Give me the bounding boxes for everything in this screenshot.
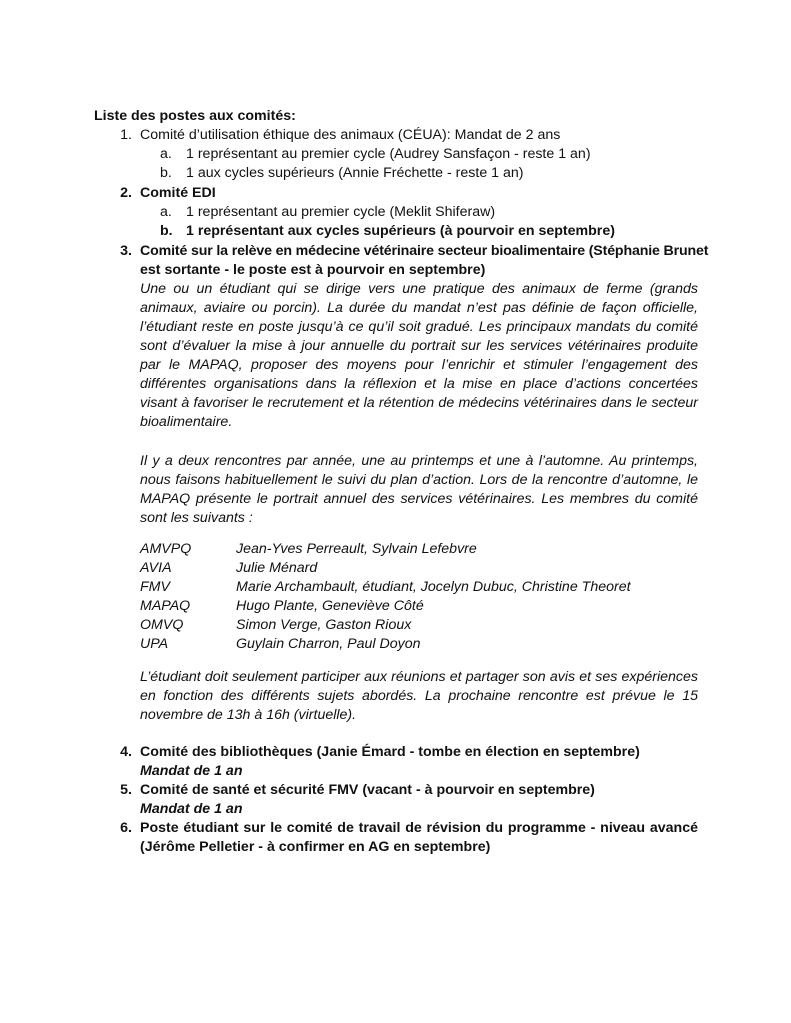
item-note: Mandat de 1 an	[140, 801, 243, 817]
item-label-line1: Comité sur la relève en médecine vétérinaire secteur bioalimentaire (Stéphanie Brunet	[140, 243, 709, 259]
item-number: 6.	[120, 820, 132, 836]
item-number: 4.	[120, 744, 132, 760]
subitem-letter: b.	[160, 165, 172, 181]
member-names: Jean-Yves Perreault, Sylvain Lefebvre	[236, 541, 477, 557]
item-label-line1: Poste étudiant sur le comité de travail de révision du programme - niveau avancé	[140, 820, 698, 836]
item-label: Comité des bibliothèques (Janie Émard - tombe en élection en septembre)	[140, 744, 640, 760]
item-number: 2.	[120, 185, 132, 201]
member-names: Hugo Plante, Geneviève Côté	[236, 598, 424, 614]
member-org: OMVQ	[140, 617, 184, 633]
subitem-text: 1 représentant aux cycles supérieurs (à pourvoir en septembre)	[186, 223, 615, 239]
subitem-letter: a.	[160, 146, 172, 162]
meetings-paragraph	[140, 452, 698, 528]
member-org: UPA	[140, 636, 169, 652]
item-label-line2: est sortante - le poste est à pourvoir en septembre)	[140, 262, 486, 278]
item-label: Comité de santé et sécurité FMV (vacant - à pourvoir en septembre)	[140, 782, 595, 798]
member-names: Marie Archambault, étudiant, Jocelyn Dubuc, Christine Theoret	[236, 579, 631, 595]
participation-paragraph	[140, 668, 698, 725]
item-number: 5.	[120, 782, 132, 798]
member-names: Simon Verge, Gaston Rioux	[236, 617, 412, 633]
paragraph-text: L’étudiant doit seulement participer aux réunions et partager son avis et ses expériences en fonction des différents sujets abordés. La prochaine rencontre est prévue le 15 novembre de 13h à 16h (virtuelle).	[140, 669, 698, 723]
member-org: AMVPQ	[140, 541, 192, 557]
description-paragraph	[140, 280, 698, 432]
subitem-text: 1 représentant au premier cycle (Meklit Shiferaw)	[186, 204, 496, 220]
member-names: Julie Ménard	[236, 560, 318, 576]
member-org: FMV	[140, 579, 170, 595]
paragraph-text: Il y a deux rencontres par année, une au printemps et une à l’automne. Au printemps, nous faisons habituellement le suivi du plan d’action. Lors de la rencontre d’automne, le MAPAQ présente le portrait annuel des services vétérinaires. Les membres du comité sont les suivants :	[140, 453, 698, 526]
document-title: Liste des postes aux comités:	[94, 108, 296, 124]
subitem-letter: a.	[160, 204, 172, 220]
paragraph-text: Une ou un étudiant qui se dirige vers une pratique des animaux de ferme (grands animaux, aviaire ou porcin). La durée du mandat n’est pas définie de façon officielle, l’étudiant reste en poste jusqu’à ce qu’il soit gradué. Les principaux mandats du comité sont d’évaluer la mise à jour annuelle du portrait sur les services vétérinaires produite par le MAPAQ, proposer des moyens pour l’enrichir et stimuler l’engagement des différentes organisations dans la réflexion et la mise en place d’actions concertées visant à favoriser le recrutement et la rétention de médecins vétérinaires dans le secteur bioalimentaire.	[140, 281, 698, 430]
item-label-line2: (Jérôme Pelletier - à confirmer en AG en septembre)	[140, 839, 491, 855]
subitem-text: 1 aux cycles supérieurs (Annie Fréchette - reste 1 an)	[186, 165, 524, 181]
member-org: AVIA	[140, 560, 172, 576]
member-names: Guylain Charron, Paul Doyon	[236, 636, 421, 652]
member-org: MAPAQ	[140, 598, 191, 614]
item-note: Mandat de 1 an	[140, 763, 243, 779]
subitem-letter: b.	[160, 223, 173, 239]
item-number: 1.	[120, 127, 132, 143]
item-label: Comité d’utilisation éthique des animaux (CÉUA): Mandat de 2 ans	[140, 127, 561, 143]
item-number: 3.	[120, 243, 132, 259]
subitem-text: 1 représentant au premier cycle (Audrey Sansfaçon - reste 1 an)	[186, 146, 591, 162]
item-label: Comité EDI	[140, 185, 216, 201]
